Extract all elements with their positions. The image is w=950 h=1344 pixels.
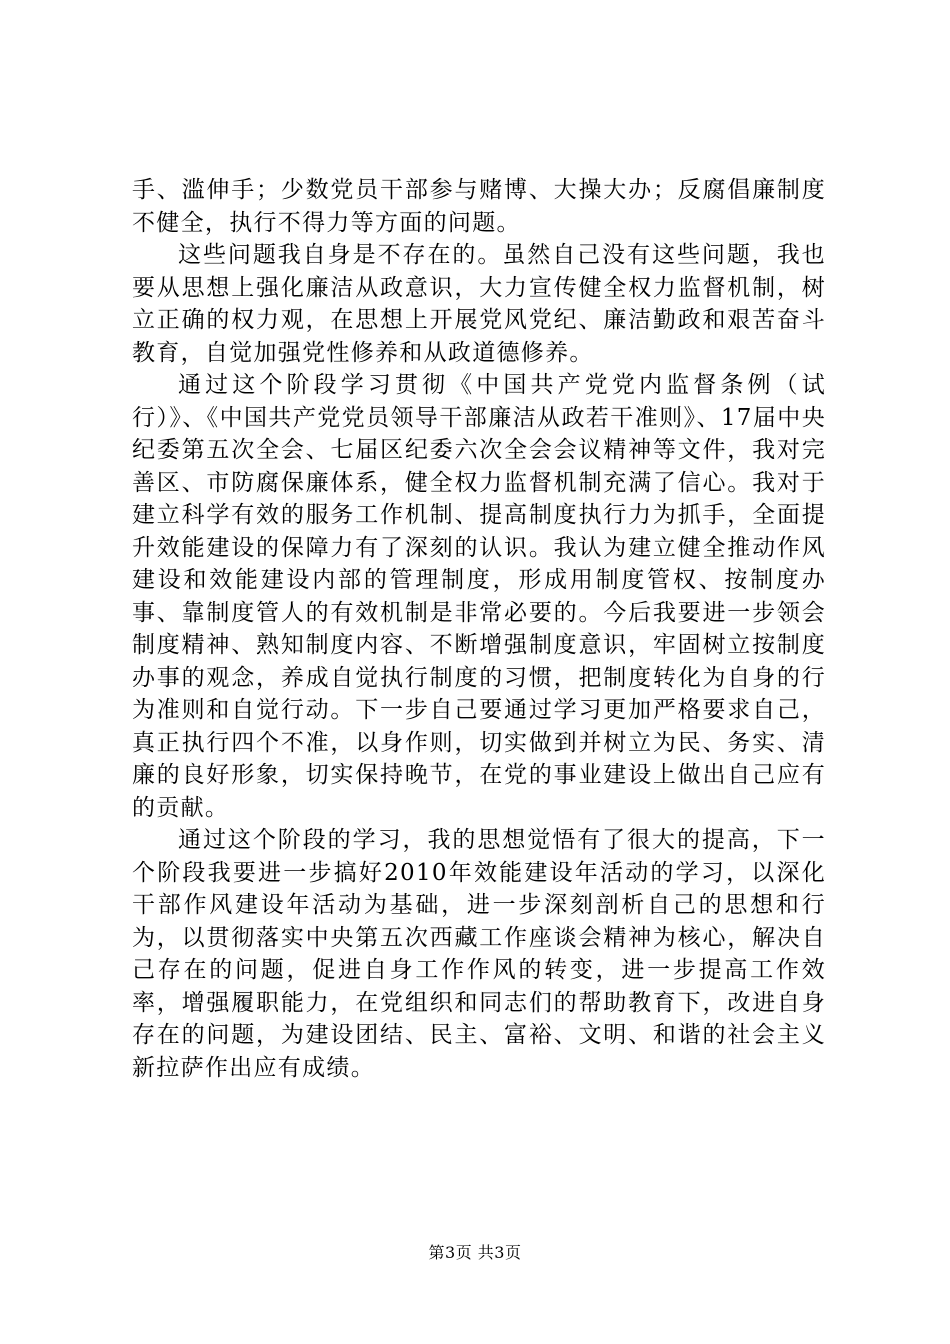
paragraph-continuation: 手、滥伸手；少数党员干部参与赌博、大操大办；反腐倡廉制度不健全，执行不得力等方面的问题。 xyxy=(132,177,826,236)
paragraph: 这些问题我自身是不存在的。虽然自己没有这些问题，我也要从思想上强化廉洁从政意识，大力宣传健全权力监督机制，树立正确的权力观，在思想上开展党风党纪、廉洁勤政和艰苦奋斗教育，自觉加强党性修养和从政道德修养。 xyxy=(132,242,826,366)
page-number-label: 第3页 共3页 xyxy=(428,1243,522,1262)
document-body xyxy=(132,174,826,1084)
page-footer xyxy=(0,1243,950,1263)
paragraph: 通过这个阶段学习贯彻《中国共产党党内监督条例（试行）》、《中国共产党党员领导干部廉洁从政若干准则》、17届中央纪委第五次全会、七届区纪委六次全会会议精神等文件，我对完善区、市防腐保廉体系，健全权力监督机制充满了信心。我对于建立科学有效的服务工作机制、提高制度执行力为抓手，全面提升效能建设的保障力有了深刻的认识。我认为建立健全推动作风建设和效能建设内部的管理制度，形成用制度管权、按制度办事、靠制度管人的有效机制是非常必要的。今后我要进一步领会制度精神、熟知制度内容、不断增强制度意识，牢固树立按制度办事的观念，养成自觉执行制度的习惯，把制度转化为自身的行为准则和自觉行动。下一步自己要通过学习更加严格要求自己，真正执行四个不准，以身作则，切实做到并树立为民、务实、清廉的良好形象，切实保持晚节，在党的事业建设上做出自己应有的贡献。 xyxy=(132,372,826,821)
paragraph: 通过这个阶段的学习，我的思想觉悟有了很大的提高，下一个阶段我要进一步搞好2010年效能建设年活动的学习，以深化干部作风建设年活动为基础，进一步深刻剖析自己的思想和行为，以贯彻落实中央第五次西藏工作座谈会精神为核心，解决自己存在的问题，促进自身工作作风的转变，进一步提高工作效率，增强履职能力，在党组织和同志们的帮助教育下，改进自身存在的问题，为建设团结、民主、富裕、文明、和谐的社会主义新拉萨作出应有成绩。 xyxy=(132,827,826,1081)
